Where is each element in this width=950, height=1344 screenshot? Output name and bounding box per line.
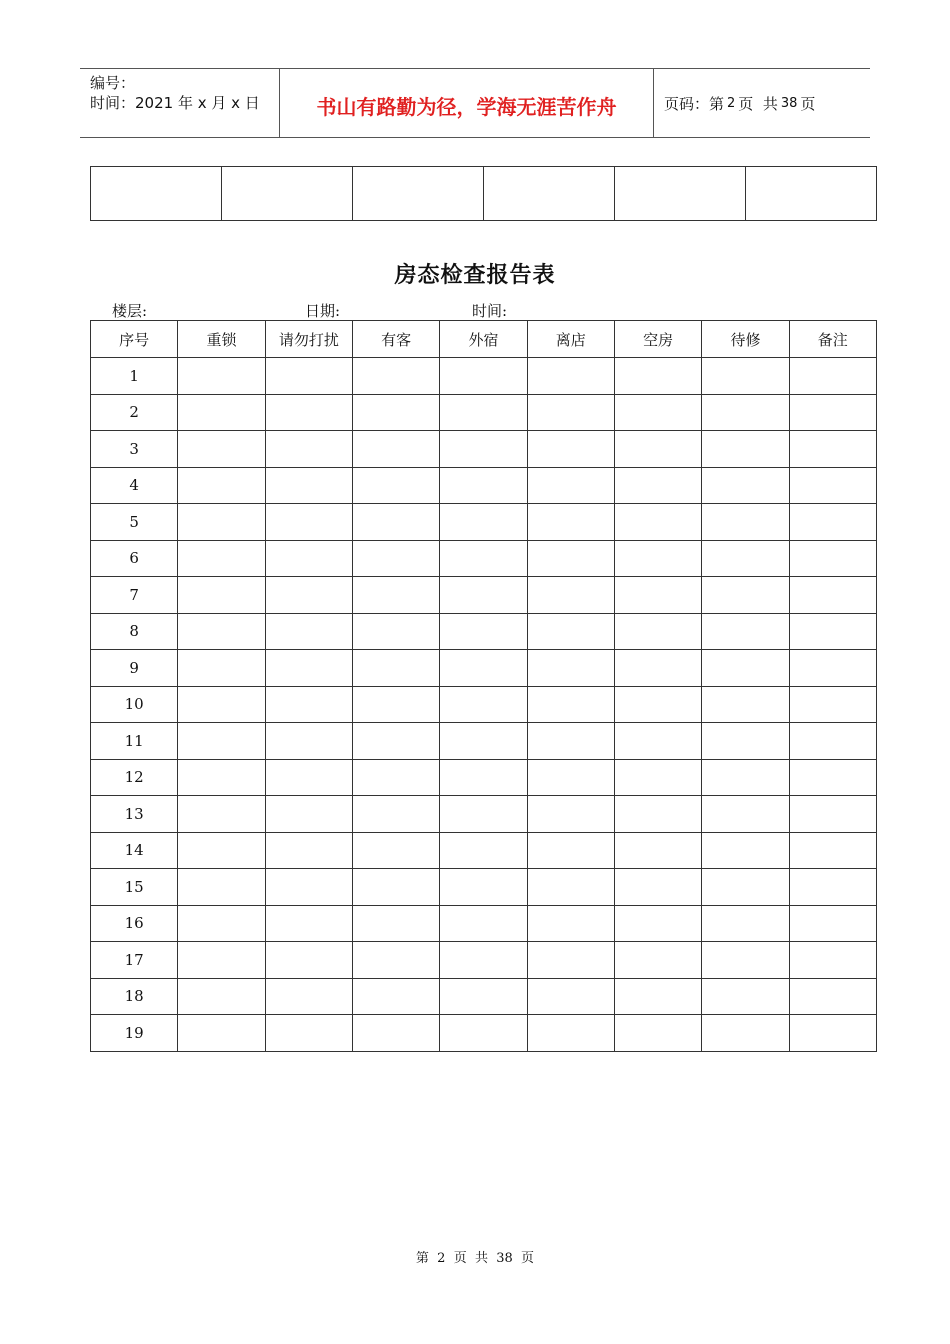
table-cell[interactable] <box>440 431 527 468</box>
table-cell[interactable] <box>789 1015 876 1052</box>
table-cell[interactable] <box>702 942 789 979</box>
page-prefix: 页码：第 <box>664 94 725 113</box>
header-page-info <box>654 69 870 137</box>
table-cell[interactable] <box>352 978 439 1015</box>
row-number: 18 <box>91 978 178 1015</box>
table-cell[interactable] <box>265 978 352 1015</box>
table-cell[interactable] <box>178 577 265 614</box>
table-cell[interactable] <box>702 577 789 614</box>
header-motto: 书山有路勤为径，学海无涯苦作舟 <box>280 69 654 137</box>
table-cell[interactable] <box>527 723 614 760</box>
table-cell[interactable] <box>527 905 614 942</box>
table-cell[interactable] <box>440 978 527 1015</box>
table-cell[interactable] <box>789 613 876 650</box>
column-header: 空房 <box>614 321 701 358</box>
table-row <box>91 832 877 869</box>
table-cell[interactable] <box>702 540 789 577</box>
table-row <box>91 577 877 614</box>
table-cell[interactable] <box>265 504 352 541</box>
column-header: 离店 <box>527 321 614 358</box>
time-label: 时间：2021 年 x 月 x 日 <box>90 94 260 112</box>
table-cell[interactable] <box>702 905 789 942</box>
row-number: 16 <box>91 905 178 942</box>
table-cell[interactable] <box>789 504 876 541</box>
column-header: 请勿打扰 <box>265 321 352 358</box>
table-cell[interactable] <box>702 796 789 833</box>
table-cell[interactable] <box>352 358 439 395</box>
table-cell[interactable] <box>614 723 701 760</box>
table-cell[interactable] <box>265 467 352 504</box>
table-cell[interactable] <box>178 650 265 687</box>
table-cell[interactable] <box>265 394 352 431</box>
table-cell[interactable] <box>178 358 265 395</box>
table-cell[interactable] <box>440 504 527 541</box>
table-row <box>91 650 877 687</box>
table-cell[interactable] <box>614 540 701 577</box>
table-cell[interactable] <box>614 467 701 504</box>
table-row <box>91 1015 877 1052</box>
table-cell[interactable] <box>265 796 352 833</box>
row-number: 3 <box>91 431 178 468</box>
table-cell[interactable] <box>702 832 789 869</box>
page-header <box>80 68 870 138</box>
table-cell[interactable] <box>527 686 614 723</box>
table-row <box>91 942 877 979</box>
date-label: 日期: <box>305 302 341 320</box>
table-cell[interactable] <box>178 978 265 1015</box>
table-cell[interactable] <box>265 1015 352 1052</box>
table-cell[interactable] <box>265 905 352 942</box>
empty-cell <box>614 167 745 221</box>
table-cell[interactable] <box>614 577 701 614</box>
table-cell[interactable] <box>614 650 701 687</box>
table-cell[interactable] <box>527 942 614 979</box>
page-total: 38 <box>780 95 798 111</box>
table-row <box>91 431 877 468</box>
table-cell[interactable] <box>440 650 527 687</box>
page-current: 2 <box>727 95 736 111</box>
table-cell[interactable] <box>527 796 614 833</box>
column-header: 序号 <box>91 321 178 358</box>
table-cell[interactable] <box>178 1015 265 1052</box>
table-cell[interactable] <box>352 613 439 650</box>
table-cell[interactable] <box>178 540 265 577</box>
table-cell[interactable] <box>702 613 789 650</box>
table-cell[interactable] <box>178 431 265 468</box>
table-cell[interactable] <box>440 358 527 395</box>
table-cell[interactable] <box>702 504 789 541</box>
row-number: 15 <box>91 869 178 906</box>
table-cell[interactable] <box>789 358 876 395</box>
table-cell[interactable] <box>614 832 701 869</box>
table-cell[interactable] <box>440 723 527 760</box>
table-cell[interactable] <box>789 467 876 504</box>
page-footer: 第 2 页 共 38 页 <box>415 1251 535 1266</box>
table-cell[interactable] <box>265 759 352 796</box>
table-cell[interactable] <box>527 759 614 796</box>
table-cell[interactable] <box>702 431 789 468</box>
row-number: 1 <box>91 358 178 395</box>
table-row <box>91 723 877 760</box>
table-cell[interactable] <box>789 796 876 833</box>
table-cell[interactable] <box>789 540 876 577</box>
table-cell[interactable] <box>614 759 701 796</box>
table-cell[interactable] <box>265 832 352 869</box>
table-cell[interactable] <box>789 650 876 687</box>
table-row <box>91 796 877 833</box>
table-cell[interactable] <box>614 942 701 979</box>
empty-top-table <box>90 166 877 221</box>
table-cell[interactable] <box>265 431 352 468</box>
table-cell[interactable] <box>352 431 439 468</box>
row-number: 8 <box>91 613 178 650</box>
table-cell[interactable] <box>789 686 876 723</box>
table-cell[interactable] <box>265 723 352 760</box>
table-cell[interactable] <box>178 467 265 504</box>
row-number: 5 <box>91 504 178 541</box>
column-header: 有客 <box>352 321 439 358</box>
table-cell[interactable] <box>440 905 527 942</box>
row-number: 7 <box>91 577 178 614</box>
table-cell[interactable] <box>702 358 789 395</box>
table-cell[interactable] <box>614 1015 701 1052</box>
table-cell[interactable] <box>440 759 527 796</box>
table-row <box>91 613 877 650</box>
row-number: 19 <box>91 1015 178 1052</box>
empty-cell <box>91 167 222 221</box>
table-cell[interactable] <box>352 467 439 504</box>
table-cell[interactable] <box>789 832 876 869</box>
table-cell[interactable] <box>265 577 352 614</box>
table-cell[interactable] <box>789 905 876 942</box>
number-label: 编号： <box>90 74 136 92</box>
row-number: 4 <box>91 467 178 504</box>
table-cell[interactable] <box>527 504 614 541</box>
table-cell[interactable] <box>440 613 527 650</box>
form-title: 房态检查报告表 <box>394 262 556 288</box>
table-cell[interactable] <box>527 431 614 468</box>
table-cell[interactable] <box>789 394 876 431</box>
table-cell[interactable] <box>789 869 876 906</box>
row-number: 14 <box>91 832 178 869</box>
table-cell[interactable] <box>352 796 439 833</box>
table-cell[interactable] <box>352 1015 439 1052</box>
table-cell[interactable] <box>265 686 352 723</box>
row-number: 6 <box>91 540 178 577</box>
table-cell[interactable] <box>614 796 701 833</box>
table-cell[interactable] <box>440 942 527 979</box>
table-cell[interactable] <box>352 650 439 687</box>
table-row <box>91 978 877 1015</box>
table-cell[interactable] <box>178 394 265 431</box>
floor-label: 楼层: <box>112 302 148 320</box>
table-cell[interactable] <box>702 723 789 760</box>
table-cell[interactable] <box>527 978 614 1015</box>
table-cell[interactable] <box>614 905 701 942</box>
table-cell[interactable] <box>789 431 876 468</box>
column-header: 重锁 <box>178 321 265 358</box>
table-cell[interactable] <box>265 613 352 650</box>
table-cell[interactable] <box>440 540 527 577</box>
empty-cell <box>745 167 876 221</box>
empty-cell <box>352 167 483 221</box>
table-cell[interactable] <box>352 759 439 796</box>
table-cell[interactable] <box>352 942 439 979</box>
table-cell[interactable] <box>789 978 876 1015</box>
header-info <box>80 69 280 137</box>
table-cell[interactable] <box>702 686 789 723</box>
table-cell[interactable] <box>614 394 701 431</box>
page-mid: 页 共 <box>738 94 778 113</box>
row-number: 2 <box>91 394 178 431</box>
table-cell[interactable] <box>614 613 701 650</box>
table-cell[interactable] <box>265 540 352 577</box>
column-header: 外宿 <box>440 321 527 358</box>
table-cell[interactable] <box>614 686 701 723</box>
table-cell[interactable] <box>178 796 265 833</box>
table-cell[interactable] <box>265 942 352 979</box>
table-cell[interactable] <box>702 650 789 687</box>
empty-cell <box>221 167 352 221</box>
table-cell[interactable] <box>440 1015 527 1052</box>
table-cell[interactable] <box>352 686 439 723</box>
row-number: 9 <box>91 650 178 687</box>
table-cell[interactable] <box>352 832 439 869</box>
table-cell[interactable] <box>352 723 439 760</box>
table-cell[interactable] <box>527 869 614 906</box>
table-cell[interactable] <box>265 650 352 687</box>
table-cell[interactable] <box>527 394 614 431</box>
table-cell[interactable] <box>614 431 701 468</box>
table-cell[interactable] <box>789 723 876 760</box>
table-row <box>91 686 877 723</box>
table-cell[interactable] <box>440 796 527 833</box>
table-cell[interactable] <box>527 650 614 687</box>
table-cell[interactable] <box>352 540 439 577</box>
table-cell[interactable] <box>178 686 265 723</box>
table-cell[interactable] <box>789 577 876 614</box>
table-cell[interactable] <box>352 394 439 431</box>
table-cell[interactable] <box>178 759 265 796</box>
row-number: 13 <box>91 796 178 833</box>
table-cell[interactable] <box>702 467 789 504</box>
table-row <box>91 540 877 577</box>
table-cell[interactable] <box>440 832 527 869</box>
row-number: 12 <box>91 759 178 796</box>
row-number: 11 <box>91 723 178 760</box>
table-cell[interactable] <box>702 759 789 796</box>
table-cell[interactable] <box>178 905 265 942</box>
table-cell[interactable] <box>702 394 789 431</box>
table-cell[interactable] <box>440 467 527 504</box>
table-cell[interactable] <box>352 504 439 541</box>
table-cell[interactable] <box>178 504 265 541</box>
table-cell[interactable] <box>527 832 614 869</box>
column-header: 备注 <box>789 321 876 358</box>
table-cell[interactable] <box>352 905 439 942</box>
table-cell[interactable] <box>614 978 701 1015</box>
table-cell[interactable] <box>789 759 876 796</box>
table-cell[interactable] <box>614 358 701 395</box>
table-row <box>91 467 877 504</box>
table-cell[interactable] <box>440 394 527 431</box>
table-cell[interactable] <box>702 978 789 1015</box>
table-cell[interactable] <box>789 942 876 979</box>
row-number: 17 <box>91 942 178 979</box>
table-cell[interactable] <box>702 1015 789 1052</box>
table-cell[interactable] <box>702 869 789 906</box>
table-row <box>91 394 877 431</box>
room-status-table <box>90 320 877 1052</box>
column-header: 待修 <box>702 321 789 358</box>
table-row <box>91 504 877 541</box>
empty-cell <box>483 167 614 221</box>
table-cell[interactable] <box>352 869 439 906</box>
table-cell[interactable] <box>527 1015 614 1052</box>
time-label-form: 时间: <box>472 302 508 320</box>
table-cell[interactable] <box>265 358 352 395</box>
table-cell[interactable] <box>440 686 527 723</box>
table-cell[interactable] <box>440 869 527 906</box>
table-row <box>91 759 877 796</box>
table-cell[interactable] <box>614 504 701 541</box>
table-cell[interactable] <box>352 577 439 614</box>
table-cell[interactable] <box>178 832 265 869</box>
row-number: 10 <box>91 686 178 723</box>
table-cell[interactable] <box>527 358 614 395</box>
page-suffix: 页 <box>800 94 816 113</box>
table-cell[interactable] <box>440 577 527 614</box>
table-cell[interactable] <box>527 540 614 577</box>
table-cell[interactable] <box>178 942 265 979</box>
table-cell[interactable] <box>178 613 265 650</box>
table-cell[interactable] <box>178 723 265 760</box>
table-cell[interactable] <box>527 577 614 614</box>
table-row <box>91 358 877 395</box>
table-row <box>91 905 877 942</box>
table-cell[interactable] <box>265 869 352 906</box>
table-header-row <box>91 321 877 358</box>
table-cell[interactable] <box>614 869 701 906</box>
table-cell[interactable] <box>178 869 265 906</box>
table-cell[interactable] <box>527 613 614 650</box>
table-row <box>91 869 877 906</box>
table-cell[interactable] <box>527 467 614 504</box>
